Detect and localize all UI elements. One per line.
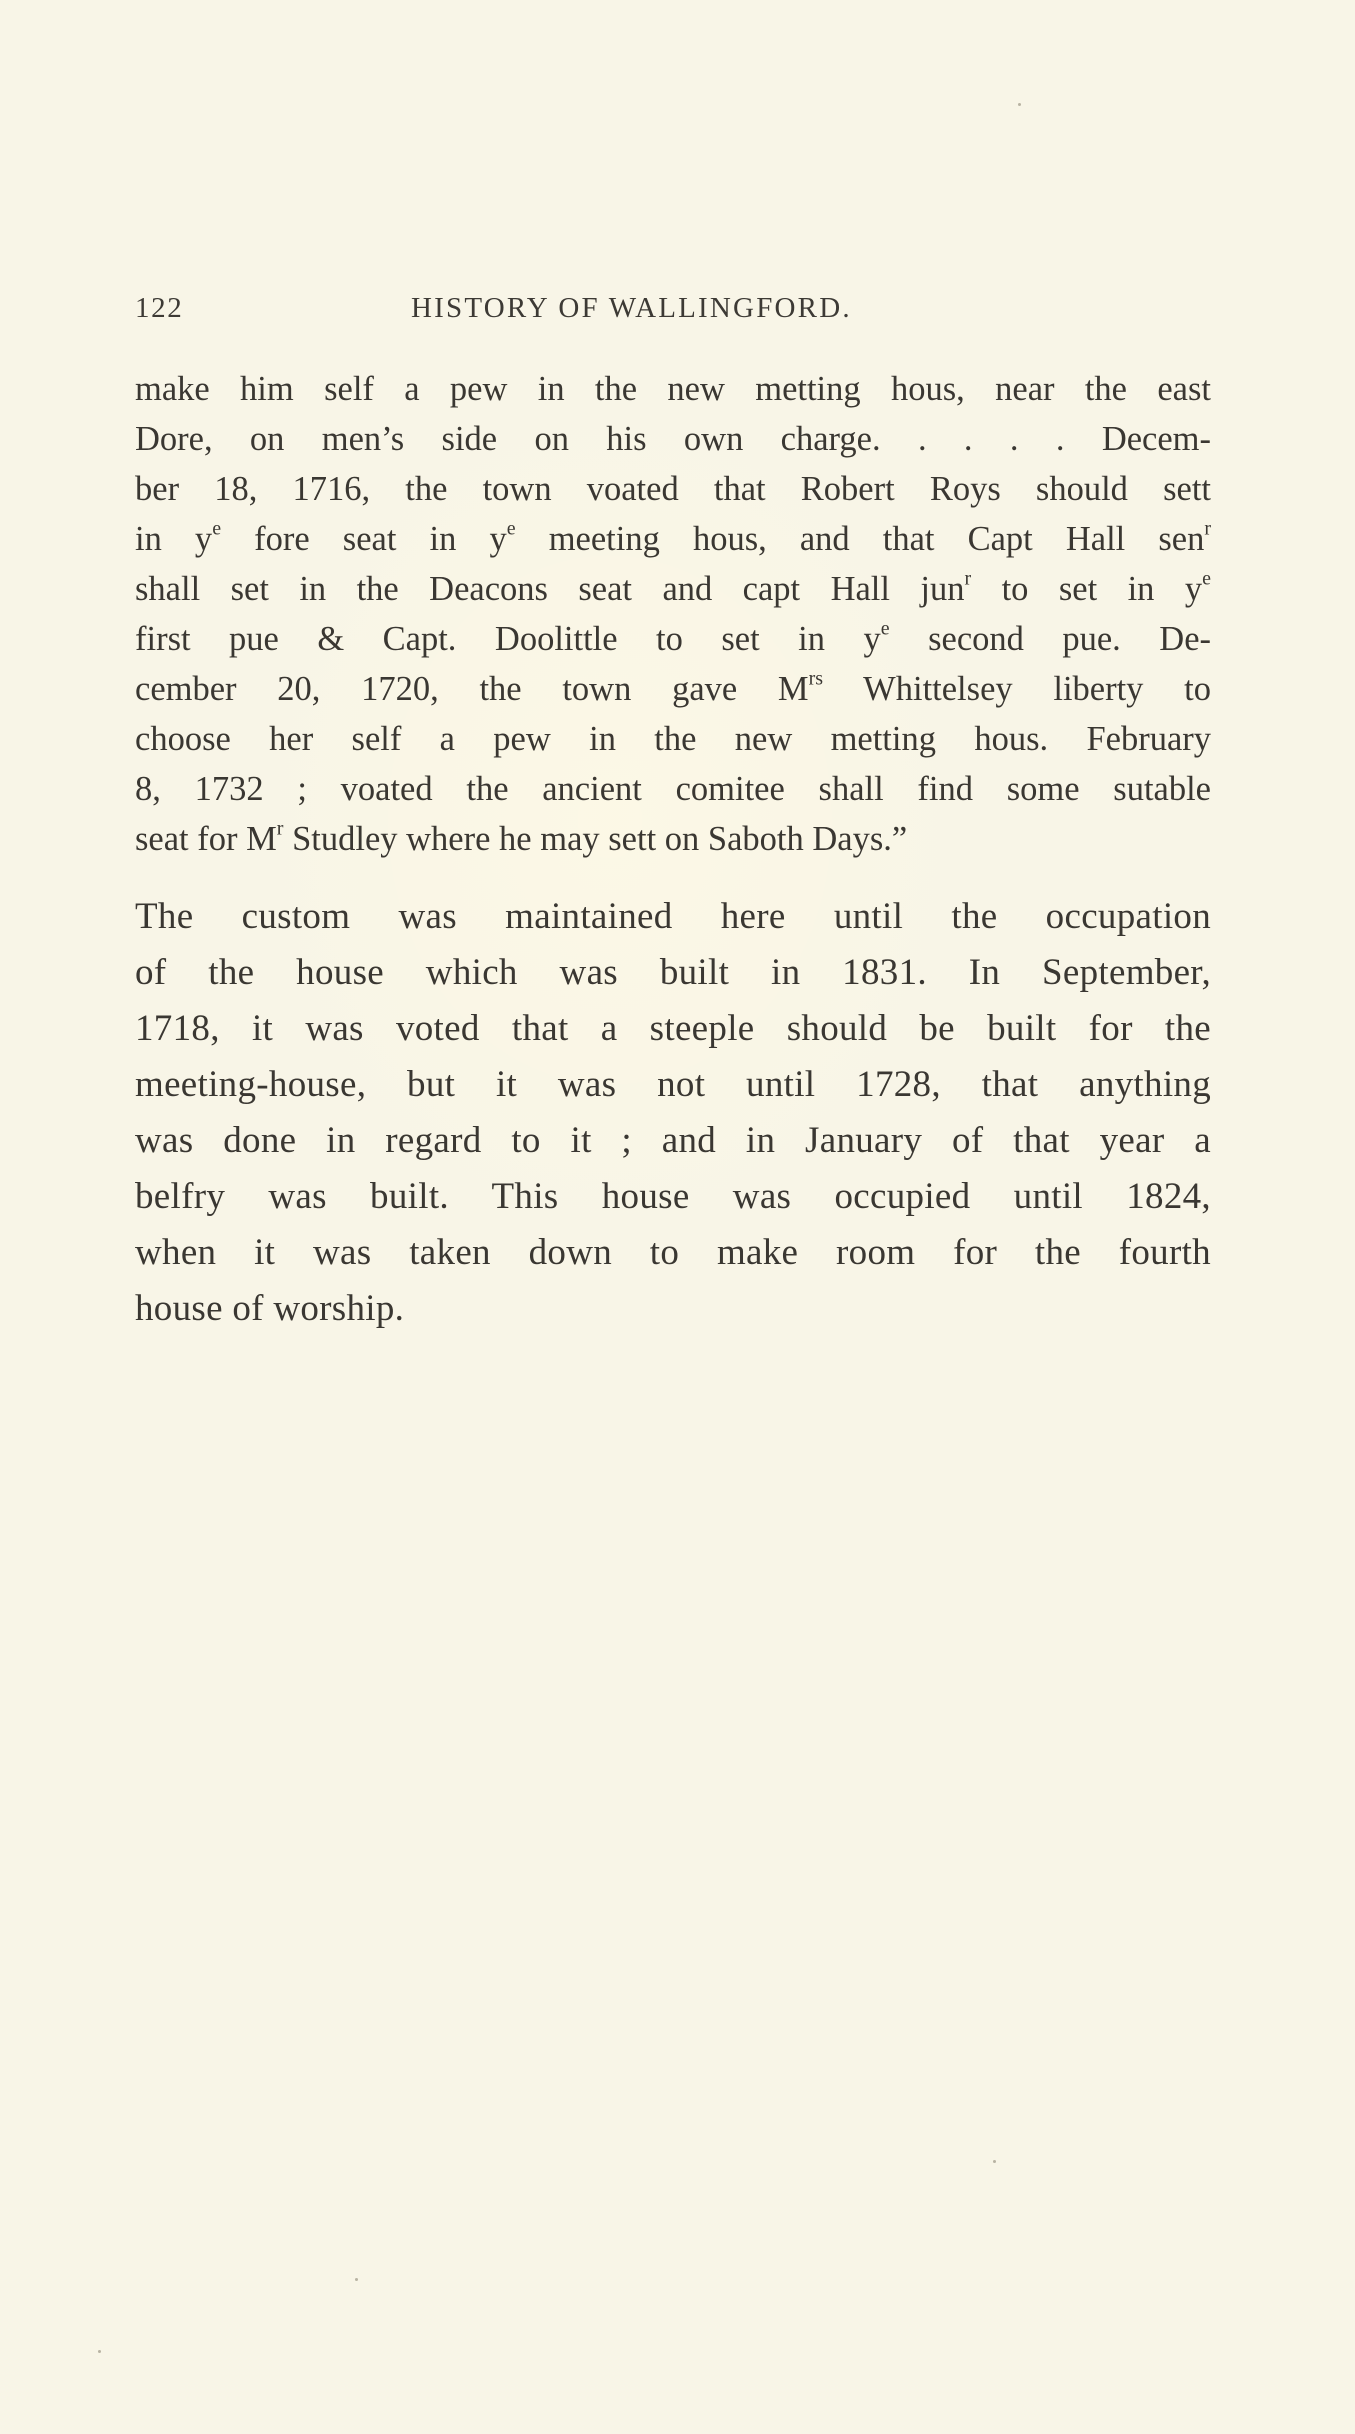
text-run: second pue. De- — [889, 620, 1211, 658]
running-title: HISTORY OF WALLINGFORD. — [411, 292, 852, 324]
quoted-records-paragraph — [135, 364, 1211, 864]
quote-line: Dore, on men’s side on his own charge. . . . . Decem- — [135, 420, 1211, 458]
text-run: shall set in the Deacons seat and capt Hall jun — [135, 570, 965, 608]
text-run: Whittelsey liberty to — [823, 670, 1211, 708]
body-line: 1718, it was voted that a steeple should be built for the — [135, 1008, 1211, 1049]
text-run: in y — [135, 520, 213, 558]
superscript: e — [880, 617, 890, 640]
text-run: fore seat in y — [221, 520, 507, 558]
paper-speck — [98, 2350, 101, 2353]
text-run: cember 20, 1720, the town gave M — [135, 670, 809, 708]
quote-line: choose her self a pew in the new metting hous. February — [135, 720, 1211, 758]
text-run: Studley where he may sett on Saboth Days.” — [283, 820, 908, 858]
superscript: e — [506, 517, 516, 540]
paper-speck — [993, 2160, 996, 2163]
superscript: r — [964, 567, 972, 590]
quote-line — [135, 814, 1211, 864]
body-line: house of worship. — [135, 1288, 405, 1329]
body-line: was done in regard to it ; and in January of that year a — [135, 1120, 1211, 1161]
paper-speck — [1018, 103, 1021, 106]
superscript: e — [212, 517, 222, 540]
body-line: of the house which was built in 1831. In September, — [135, 952, 1211, 993]
text-run: meeting hous, and that Capt Hall sen — [515, 520, 1205, 558]
superscript: e — [1202, 567, 1211, 590]
paper-speck — [355, 2278, 358, 2281]
quote-line: make him self a pew in the new metting hous, near the east — [135, 370, 1211, 408]
text-run: first pue & Capt. Doolittle to set in y — [135, 620, 881, 658]
superscript: r — [1204, 517, 1211, 540]
quote-line: ber 18, 1716, the town voated that Robert Roys should sett — [135, 470, 1211, 508]
quote-line — [135, 664, 1211, 714]
body-paragraph — [135, 889, 1211, 1337]
body-line: The custom was maintained here until the occupation — [135, 896, 1211, 937]
body-line: when it was taken down to make room for the fourth — [135, 1232, 1211, 1273]
quote-line: 8, 1732 ; voated the ancient comitee shall find some sutable — [135, 770, 1211, 808]
text-run: seat for M — [135, 820, 277, 858]
body-line: belfry was built. This house was occupied until 1824, — [135, 1176, 1211, 1217]
quote-line — [135, 514, 1211, 564]
page-number: 122 — [135, 292, 184, 324]
body-line: meeting-house, but it was not until 1728, that anything — [135, 1064, 1211, 1105]
superscript: rs — [808, 667, 824, 690]
text-run: to set in y — [971, 570, 1203, 608]
superscript: r — [276, 817, 284, 840]
running-header — [135, 292, 1185, 332]
quote-line — [135, 614, 1211, 664]
quote-line — [135, 564, 1211, 614]
